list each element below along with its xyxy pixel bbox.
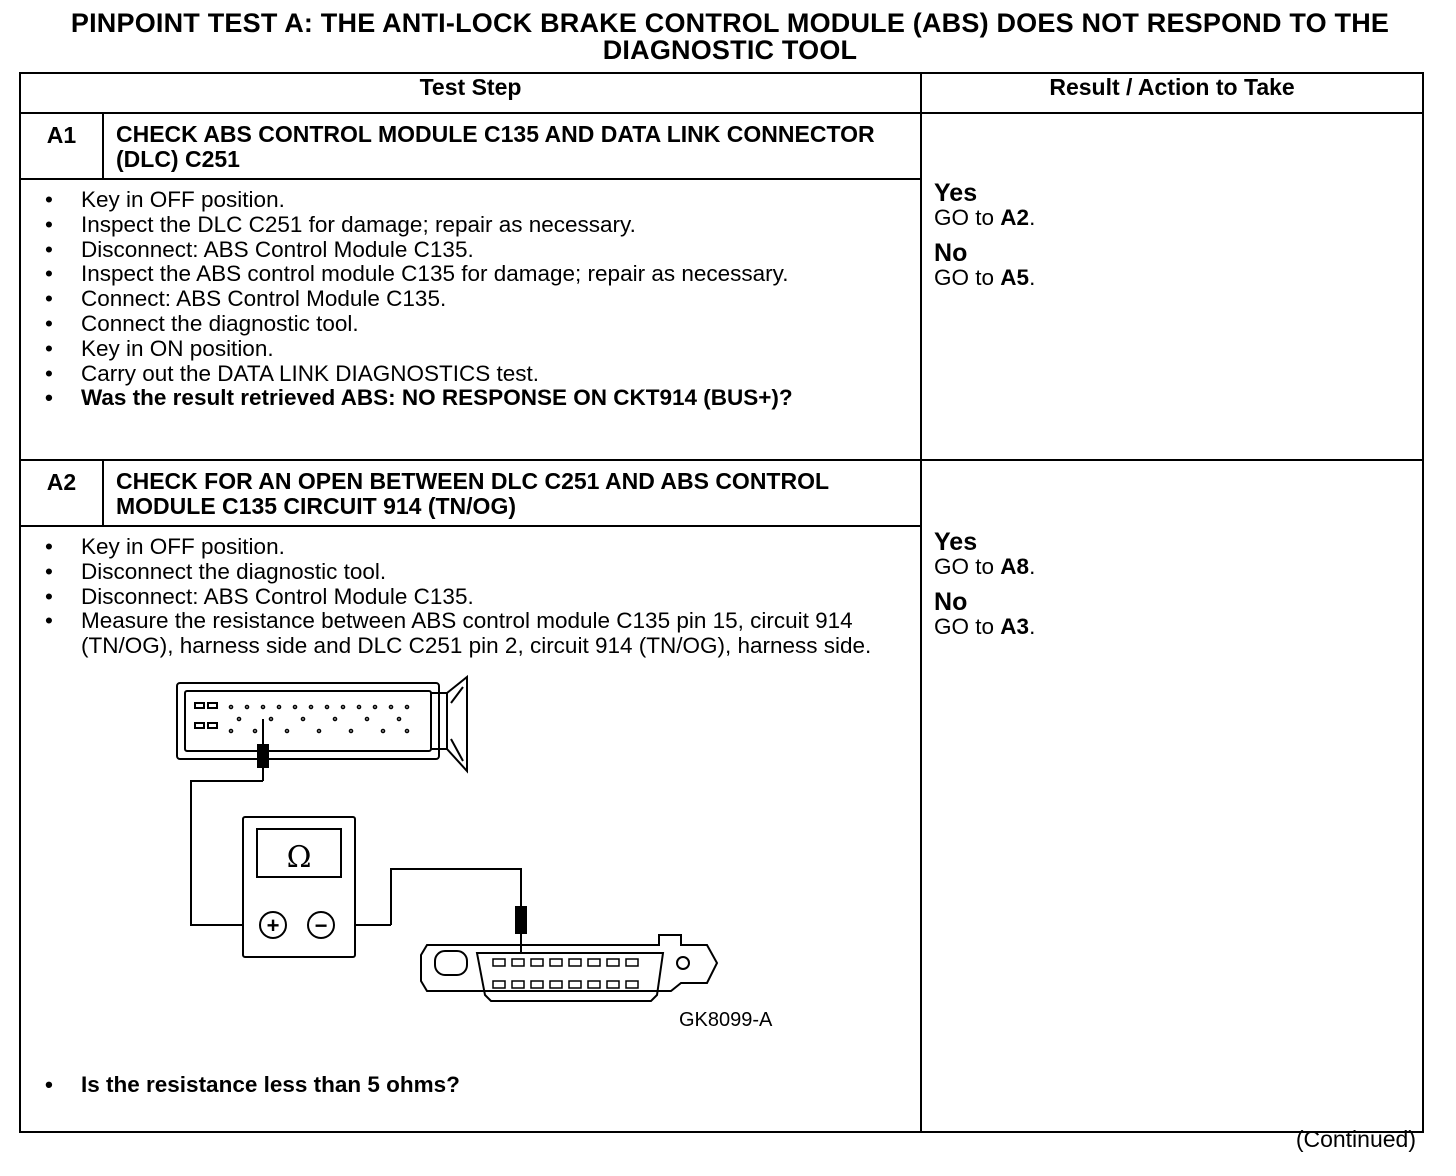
- plus-terminal-label: +: [266, 912, 280, 938]
- step-id-a2: A2: [20, 460, 103, 526]
- pinpoint-table: [19, 72, 1424, 1133]
- step-item: • Key in ON position.: [81, 337, 920, 362]
- continued-note: (Continued): [1295, 1126, 1416, 1152]
- probe-icon: [516, 907, 526, 953]
- period: .: [1029, 205, 1036, 230]
- step-list-a2: [21, 527, 920, 663]
- step-body-a2: [20, 526, 921, 1132]
- resistance-measurement-figure: [151, 663, 831, 1073]
- probe-icon: [191, 719, 268, 925]
- step-item: • Inspect the ABS control module C135 for damage; repair as necessary.: [81, 262, 920, 287]
- period: .: [1029, 265, 1036, 290]
- figure-label: GK8099-A: [679, 1008, 773, 1031]
- step-title-a2: CHECK FOR AN OPEN BETWEEN DLC C251 AND ABS CONTROL MODULE C135 CIRCUIT 914 (TN/OG): [103, 460, 921, 526]
- result-yes-action-a1: [934, 206, 1410, 230]
- page-title: [20, 10, 1440, 64]
- go-to-text: GO to: [934, 554, 1001, 579]
- abs-module-connector-icon: [177, 677, 467, 771]
- step-item: • Inspect the DLC C251 for damage; repair as necessary.: [81, 213, 920, 238]
- step-item: • Disconnect: ABS Control Module C135.: [81, 238, 920, 263]
- step-item: • Disconnect: ABS Control Module C135.: [81, 585, 920, 610]
- go-to-text: GO to: [934, 265, 1001, 290]
- step-item: • Disconnect the diagnostic tool.: [81, 560, 920, 585]
- step-question-a1: • Was the result retrieved ABS: NO RESPONSE ON CKT914 (BUS+)?: [81, 386, 920, 411]
- go-to-step-link[interactable]: A3: [1000, 614, 1030, 639]
- go-to-text: GO to: [934, 205, 1001, 230]
- step-item: • Connect: ABS Control Module C135.: [81, 287, 920, 312]
- step-item: • Carry out the DATA LINK DIAGNOSTICS test.: [81, 362, 920, 387]
- result-no-action-a1: [934, 266, 1410, 290]
- header-result: Result / Action to Take: [921, 73, 1423, 113]
- ohm-symbol: Ω: [286, 839, 312, 875]
- result-yes-label-a1: Yes: [934, 179, 978, 207]
- result-yes-action-a2: [934, 555, 1410, 579]
- result-no-action-a2: [934, 615, 1410, 639]
- result-cell-a2: [921, 460, 1423, 1132]
- step-item: • Measure the resistance between ABS control module C135 pin 15, circuit 914 (TN/OG), harness side and DLC C251 pin 2, circuit 914 (TN/OG), harness side.: [81, 609, 920, 659]
- step-id-a1: A1: [20, 113, 103, 179]
- step-item: • Connect the diagnostic tool.: [81, 312, 920, 337]
- go-to-step-link[interactable]: A2: [1000, 205, 1030, 230]
- go-to-step-link[interactable]: A8: [1000, 554, 1030, 579]
- step-list-a1: [21, 180, 920, 415]
- go-to-text: GO to: [934, 614, 1001, 639]
- header-test-step: Test Step: [20, 73, 921, 113]
- step-item: • Key in OFF position.: [81, 188, 920, 213]
- period: .: [1029, 554, 1036, 579]
- step-item: • Key in OFF position.: [81, 535, 920, 560]
- result-no-label-a1: No: [934, 239, 968, 267]
- title-line-2: DIAGNOSTIC TOOL: [602, 35, 858, 65]
- result-no-label-a2: No: [934, 588, 968, 616]
- dlc-connector-icon: [421, 935, 717, 1001]
- step-question-a2: • Is the resistance less than 5 ohms?: [81, 1073, 920, 1098]
- title-line-1: PINPOINT TEST A: THE ANTI-LOCK BRAKE CONTROL MODULE (ABS) DOES NOT RESPOND TO THE: [70, 8, 1390, 38]
- period: .: [1029, 614, 1036, 639]
- step-title-a1: CHECK ABS CONTROL MODULE C135 AND DATA LINK CONNECTOR (DLC) C251: [103, 113, 921, 179]
- result-cell-a1: [921, 113, 1423, 460]
- ohmmeter-icon: [243, 817, 521, 957]
- minus-terminal-label: −: [314, 912, 328, 938]
- step-body-a1: [20, 179, 921, 460]
- step-question-list-a2: [21, 1073, 920, 1102]
- result-yes-label-a2: Yes: [934, 528, 978, 556]
- go-to-step-link[interactable]: A5: [1000, 265, 1030, 290]
